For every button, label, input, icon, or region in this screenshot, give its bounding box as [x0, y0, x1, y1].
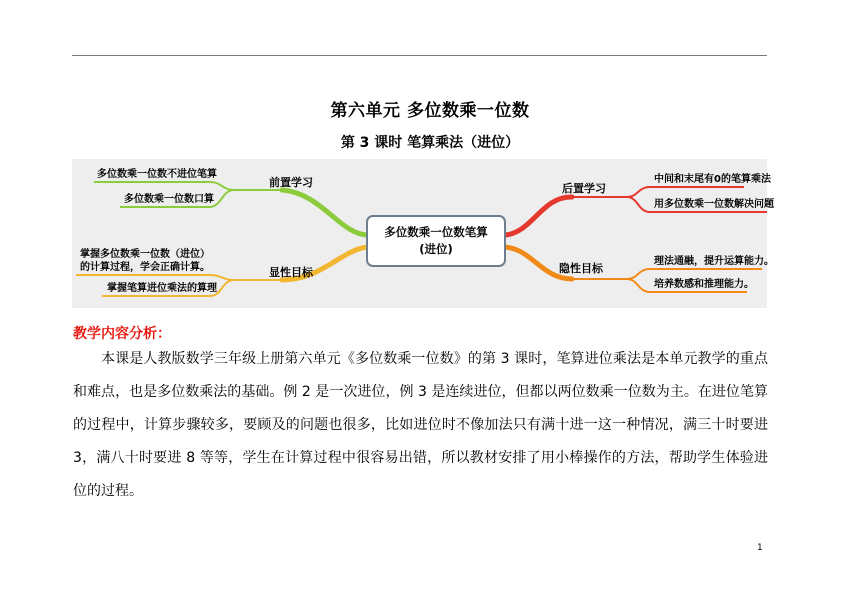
header-rule: [72, 55, 767, 56]
branch-label-follow-up-learning: 后置学习: [562, 182, 606, 195]
follow-up-item-1: 中间和末尾有0的笔算乘法: [654, 174, 771, 185]
analysis-paragraph: 本课是人教版数学三年级上册第六单元《多位数乘一位数》的第 3 课时，笔算进位乘法是本单元教学的重点和难点，也是多位数乘法的基础。例 2 是一次进位，例 3 是连续进位，但都以两位数乘一位数为主。在进位笔算的过程中，计算步骤较多，要顾及的问题也很多，比如进位时不像加法只有满十进一这一种情况，满三十时要进 3，满八十时要进 8 等等，学生在计算过程中很容易出错，所以教材安排了用小棒操作的方法，帮助学生体验进位的过程。: [73, 351, 768, 499]
mind-map-center-node: [366, 215, 506, 267]
center-node-line2: (进位): [419, 242, 453, 256]
page-number: 1: [757, 543, 763, 553]
explicit-goal-item-1-line1: 掌握多位数乘一位数（进位）: [80, 249, 210, 260]
branch-label-explicit-goals: 显性目标: [269, 266, 313, 279]
implicit-goal-item-1: 理法通融，提升运算能力。: [654, 256, 774, 267]
lesson-subtitle: 第 3 课时 笔算乘法（进位）: [340, 135, 520, 151]
explicit-goal-item-1-line2: 的计算过程，学会正确计算。: [80, 262, 210, 273]
prior-learning-item-2: 多位数乘一位数口算: [124, 194, 214, 205]
explicit-goal-item-2: 掌握笔算进位乘法的算理: [107, 283, 217, 294]
follow-up-item-2: 用多位数乘一位数解决问题: [654, 199, 774, 210]
section-heading: 教学内容分析：: [73, 326, 171, 342]
branch-label-prior-learning: 前置学习: [269, 176, 313, 189]
implicit-goal-item-2: 培养数感和推理能力。: [654, 279, 754, 290]
page-title: 第六单元 多位数乘一位数: [330, 101, 530, 121]
center-node-line1: 多位数乘一位数笔算: [384, 225, 488, 239]
branch-label-implicit-goals: 隐性目标: [559, 262, 603, 275]
prior-learning-item-1: 多位数乘一位数不进位笔算: [97, 169, 217, 180]
mind-map: [72, 159, 774, 308]
